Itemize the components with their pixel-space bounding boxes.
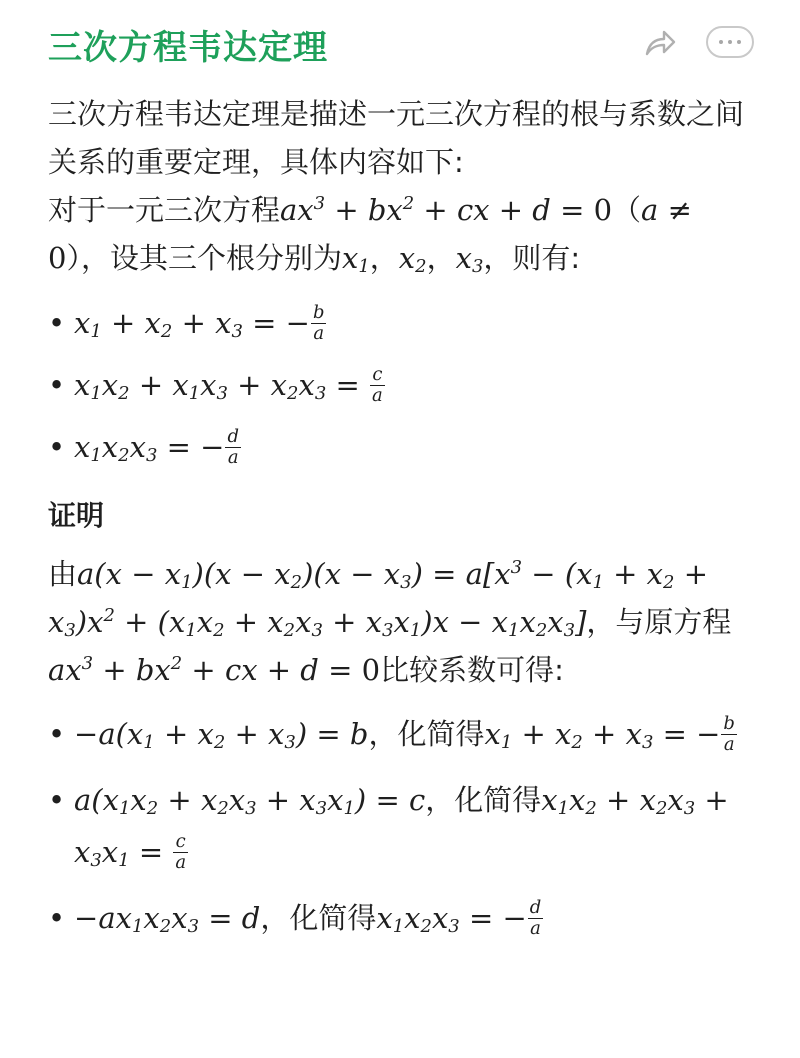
original-equation: $ax^3 + bx^2$ + cx + d = 0 xyxy=(48,652,381,687)
vieta-formulas-list xyxy=(48,292,758,478)
more-icon xyxy=(719,40,723,44)
bullet: • xyxy=(48,430,66,464)
list-item xyxy=(48,416,758,478)
result-pair-sum: $x_1x_2 + x_2x_3 + x_3x_1$ = $\frac{c}{a}$ xyxy=(74,783,729,873)
answer-content xyxy=(48,90,758,944)
coef-x: $a(x_1x_2 + x_2x_3 + x_3x_1) = c$ xyxy=(74,783,426,820)
more-button[interactable] xyxy=(706,26,754,58)
formula-sum: $x_1 + x_2 + x_3$ = − $\frac{b}{a}$ xyxy=(74,301,325,344)
proof-heading: 证明 xyxy=(48,499,105,532)
expansion: $a(x - x_1)(x - x_2)(x - x_3) = a[x^3 - (x_1 + x_2 + x_3)x^2 + (x_1x_2 + x_2x_3 + x_3x_1)x - x_1x_2x_3]$ xyxy=(48,556,709,642)
paren-open: （ xyxy=(612,193,642,227)
simplify-label: ，化简得 xyxy=(368,717,485,751)
share-icon xyxy=(643,28,677,58)
bullet: • xyxy=(48,306,66,340)
proof-suffix: 比较系数可得: xyxy=(380,653,564,687)
nonzero-condition: a ≠ 0 xyxy=(48,193,692,275)
intro-equation-prefix: 对于一元三次方程 xyxy=(48,193,281,227)
list-item xyxy=(48,774,758,878)
proof-paragraph xyxy=(48,550,758,694)
roots-end: ，则有: xyxy=(483,241,581,275)
bullet: • xyxy=(48,368,66,402)
simplify-label: ，化简得 xyxy=(260,901,377,935)
cubic-equation: $ax^3 + bx^2$ + cx + d = 0 xyxy=(280,192,613,227)
list-item xyxy=(48,708,758,760)
list-item xyxy=(48,292,758,354)
list-item xyxy=(48,354,758,416)
simplify-label: ，化简得 xyxy=(425,783,542,817)
coefficient-list xyxy=(48,708,758,944)
proof-middle: ，与原方程 xyxy=(586,605,732,639)
result-sum: $x_1 + x_2 + x_3$ = − $\frac{b}{a}$ xyxy=(484,712,735,755)
coef-const: $-ax_1x_2x_3 = d$ xyxy=(74,901,261,938)
roots-intro: ），设其三个根分别为 xyxy=(66,241,342,275)
bullet: • xyxy=(48,783,66,817)
bullet: • xyxy=(48,717,66,751)
intro-text: 三次方程韦达定理是描述一元三次方程的根与系数之间关系的重要定理，具体内容如下: xyxy=(48,97,745,179)
page-title: 三次方程韦达定理 xyxy=(48,28,328,68)
roots: $x_1$ xyxy=(341,241,370,278)
result-product: $x_1x_2x_3$ = − $\frac{d}{a}$ xyxy=(376,896,542,939)
bullet: • xyxy=(48,901,66,935)
proof-prefix: 由 xyxy=(48,557,78,591)
formula-pair-sum: $x_1x_2 + x_1x_3 + x_2x_3$ = $\frac{c}{a}$ xyxy=(74,363,383,406)
intro-paragraph: 三次方程韦达定理是描述一元三次方程的根与系数之间关系的重要定理，具体内容如下: 对于一元三次方程$ax^3 + bx^2$ + cx + d = 0（a ≠ 0），设其三个根分别为$x_1$，$x_2$，$x_3$，则有: xyxy=(48,97,745,278)
formula-product: $x_1x_2x_3$ = − $\frac{d}{a}$ xyxy=(74,425,239,468)
coef-x2: $-a(x_1 + x_2 + x_3) = b$ xyxy=(74,717,369,754)
share-button[interactable] xyxy=(640,24,680,62)
header xyxy=(0,0,800,84)
list-item xyxy=(48,892,758,944)
